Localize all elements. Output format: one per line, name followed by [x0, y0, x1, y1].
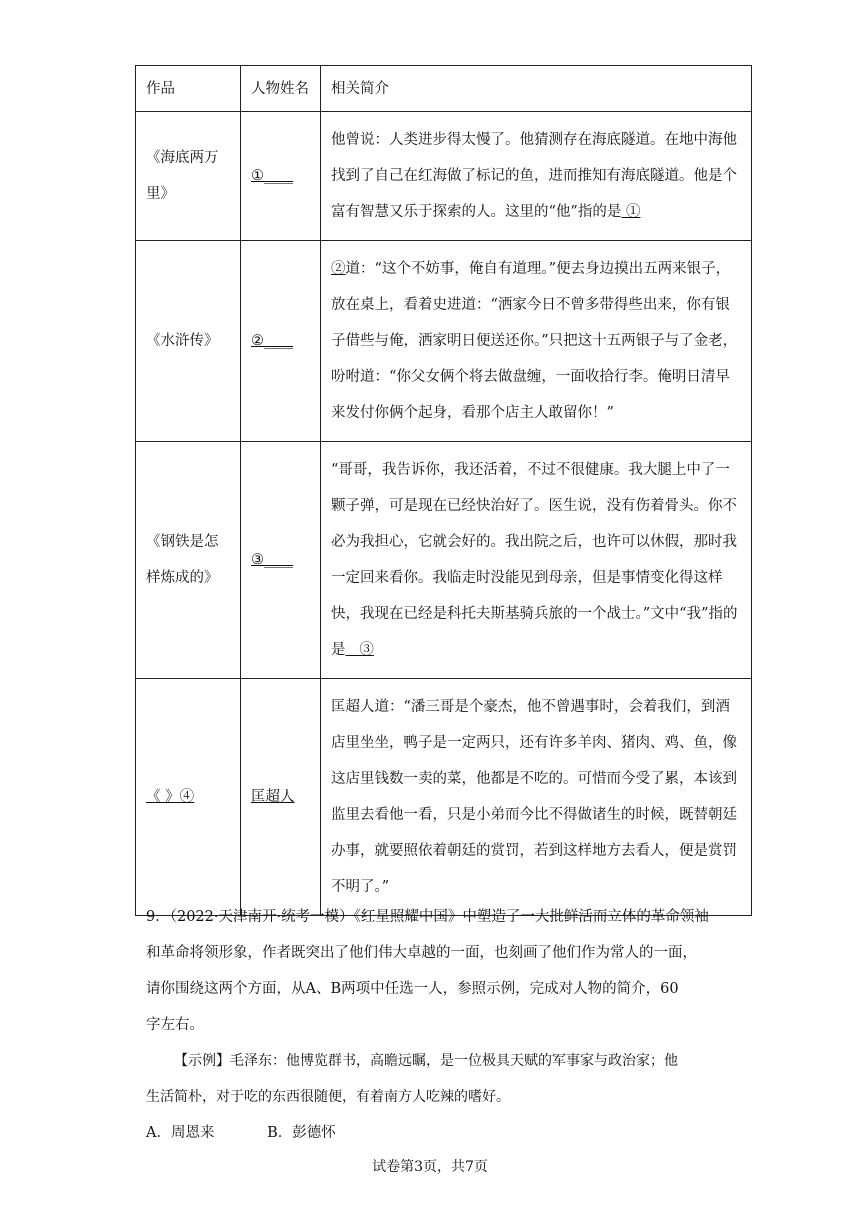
example-line-2: 生活简朴，对于吃的东西很随便，有着南方人吃辣的嗜好。 [146, 1089, 510, 1105]
example-line-1: 【示例】毛泽东：他博览群书，高瞻远瞩，是一位极具天赋的军事家与政治家；他 [174, 1053, 678, 1069]
page-footer: 试卷第3页，共7页 [372, 1159, 488, 1175]
question-9-line-1: 9．（2022·天津南开·统考一模）《红星照耀中国》中塑造了一大批鲜活而立体的革命领袖 [146, 909, 709, 925]
table-row [136, 112, 752, 241]
question-9-line-2: 和革命将领形象，作者既突出了他们伟大卓越的一面，也刻画了他们作为常人的一面， [146, 945, 697, 961]
table-row [136, 442, 752, 679]
example-tag: 【示例】 [174, 1053, 230, 1069]
person-cell: ②____ [241, 241, 321, 442]
person-cell: 匡超人 [241, 679, 321, 916]
header-intro: 相关简介 [321, 66, 752, 112]
option-a: A．周恩来 [146, 1125, 215, 1141]
literature-table [135, 65, 752, 916]
options-line [146, 1115, 746, 1151]
header-person: 人物姓名 [241, 66, 321, 112]
question-9-line-3: 请你围绕这两个方面，从A、B两项中任选一人，参照示例，完成对人物的简介，60 [146, 981, 679, 997]
table-header-row [136, 66, 752, 112]
table-row [136, 241, 752, 442]
person-cell: ③____ [241, 442, 321, 679]
answer-blank: ③ [359, 642, 374, 658]
answer-blank: ① [625, 204, 641, 220]
work-cell: 《 》④ [136, 679, 241, 916]
intro-text: 他曾说：人类进步得太慢了。他猜测存在海底隧道。在地中海他找到了自己在红海做了标记的鱼，进而推知有海底隧道。他是个富有智慧又乐于探索的人。这里的“他”指的是 [331, 132, 737, 220]
intro-text: “哥哥，我告诉你，我还活着，不过不很健康。我大腿上中了一颗子弹，可是现在已经快治好了。医生说，没有伤着骨头。你不必为我担心，它就会好的。我出院之后，也许可以休假，那时我一定回来看你。我临走时没能见到母亲，但是事情变化得这样快，我现在已经是科托夫斯基骑兵旅的一个战士。”文中“我”指的是 [331, 462, 738, 658]
answer-blank: ② [331, 261, 346, 277]
intro-cell [321, 112, 752, 241]
question-9-line-4: 字左右。 [146, 1017, 204, 1033]
intro-cell [321, 241, 752, 442]
table-row [136, 679, 752, 916]
person-cell: ①____ [241, 112, 321, 241]
intro-text: 道：“这个不妨事，俺自有道理。”便去身边摸出五两来银子，放在桌上，看着史进道：“洒家今日不曾多带得些出来，你有银子借些与俺，洒家明日便送还你。”只把这十五两银子与了金老，吩咐道：“你父女俩个将去做盘缠，一面收拾行李。俺明日清早来发付你俩个起身，看那个店主人敢留你！” [331, 261, 738, 421]
option-b: B．彭德怀 [267, 1125, 336, 1141]
work-cell: 《钢铁是怎样炼成的》 [136, 442, 241, 679]
header-work: 作品 [136, 66, 241, 112]
work-cell: 《水浒传》 [136, 241, 241, 442]
intro-cell [321, 442, 752, 679]
intro-cell: 匡超人道：“潘三哥是个豪杰，他不曾遇事时，会着我们，到酒店里坐坐，鸭子是一定两只，还有许多羊肉、猪肉、鸡、鱼，像这店里钱数一卖的菜，他都是不吃的。可惜而今受了累，本该到监里去看他一看，只是小弟而今比不得做诸生的时候，既替朝廷办事，就要照依着朝廷的赏罚，若到这样地方去看人，便是赏罚不明了。” [321, 679, 752, 916]
work-cell: 《海底两万里》 [136, 112, 241, 241]
